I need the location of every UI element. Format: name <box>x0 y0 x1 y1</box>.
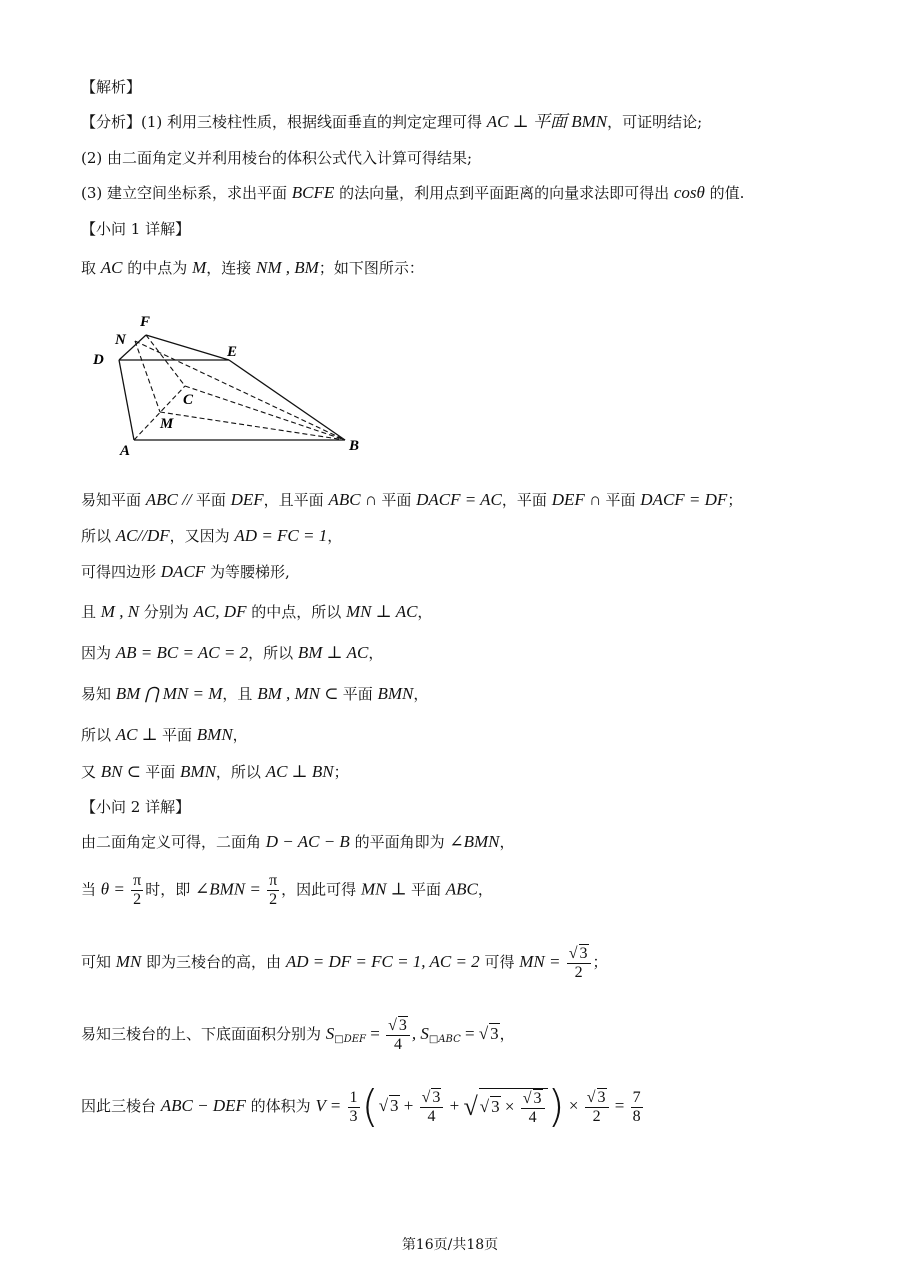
subquestion-1-heading: 【小问 1 详解】 <box>81 220 191 238</box>
solution-2-line-1: 由二面角定义可得，二面角 D − AC − B 的平面角即为 ∠BMN， <box>81 832 515 851</box>
label-F: F <box>140 314 151 330</box>
solution-2-line-4: 易知三棱台的上、下底面面积分别为 $S_{□DEF}$ = $\frac{√ 3}{4}$ , $S_{□ABC}$ = √ 3， <box>81 1017 515 1053</box>
solution-1-line-7: 易知 BM ⋂ MN = M，且 BM , MN ⊂ 平面 BMN， <box>81 684 429 703</box>
fraction-sqrt3-over-4-b: $\frac{√ 3}{4}$ <box>420 1088 444 1126</box>
page-footer: 第16页/共18页 <box>401 1237 499 1253</box>
solution-1-line-9: 又 BN ⊂ 平面 BMN，所以 AC ⊥ BN； <box>81 762 349 781</box>
edge-FE <box>146 335 229 360</box>
frustum-figure <box>90 308 370 463</box>
label-M: M <box>160 416 174 432</box>
edge-EB <box>229 360 345 440</box>
label-A: A <box>120 443 131 459</box>
section-analysis-heading: 【解析】 <box>81 78 142 96</box>
label-D: D <box>93 352 104 368</box>
solution-1-line-5: 且 M , N 分别为 AC, DF 的中点，所以 MN ⊥ AC， <box>81 602 433 621</box>
solution-2-line-5: 因此三棱台 ABC − DEF 的体积为 V = $\frac{1}{3}$ (√ 3 + $\frac{√ 3}{4}$ + √ √ 3 × $\frac{√ 3}{4}$ ) × $\frac{√ 3}{2}$ = $\frac{7}{8}$ <box>81 1081 641 1132</box>
fraction-7-over-8: $\frac{7}{8}$ <box>632 1088 641 1125</box>
fraction-pi-over-2: $\frac{\pi}{2}$ <box>133 872 142 908</box>
solution-1-line-1: 取 AC 的中点为 M，连接 NM , BM；如下图所示： <box>81 258 424 277</box>
solution-1-line-8: 所以 AC ⊥ 平面 BMN， <box>81 725 248 744</box>
fraction-sqrt3-over-2-b: $\frac{√ 3}{2}$ <box>585 1088 609 1126</box>
analysis-line-1: 【分析】(1) 利用三棱柱性质，根据线面垂直的判定定理可得 AC ⊥ 平面 BMN，可证明结论; <box>81 112 703 131</box>
fraction-sqrt3-over-4: $\frac{√ 3}{4}$ <box>386 1016 410 1054</box>
solution-2-line-2: 当 θ = $\frac{\pi}{2}$ 时，即 ∠BMN = $\frac{\pi}{2}$ ，因此可得 MN ⊥ 平面 ABC， <box>81 872 493 908</box>
analysis-line-3: (3) 建立空间坐标系，求出平面 BCFE 的法向量，利用点到平面距离的向量求法即可得出 cosθ 的值. <box>81 183 745 202</box>
edge-DA <box>119 360 134 440</box>
label-C: C <box>183 392 194 408</box>
edge-MB <box>160 412 345 440</box>
subquestion-2-heading: 【小问 2 详解】 <box>81 798 191 816</box>
label-B: B <box>349 438 360 454</box>
fraction-sqrt3-over-4-c: $\frac{√ 3}{4}$ <box>521 1089 545 1127</box>
fraction-1-over-3: $\frac{1}{3}$ <box>349 1088 358 1125</box>
edge-CB <box>185 386 345 440</box>
solution-2-line-3: 可知 MN 即为三棱台的高，由 AD = DF = FC = 1, AC = 2 可得 MN = $\frac{√ 3}{2}$ ； <box>81 945 608 981</box>
analysis-line-2: (2) 由二面角定义并利用棱台的体积公式代入计算可得结果; <box>81 149 473 167</box>
solution-1-line-6: 因为 AB = BC = AC = 2，所以 BM ⊥ AC， <box>81 643 384 662</box>
label-E: E <box>227 344 238 360</box>
solution-1-line-3: 所以 AC//DF，又因为 AD = FC = 1， <box>81 526 343 545</box>
fraction-sqrt3-over-2: $\frac{√ 3}{2}$ <box>567 944 591 982</box>
edge-NM <box>135 341 160 412</box>
fraction-pi-over-2-b: $\frac{\pi}{2}$ <box>269 872 278 908</box>
solution-1-line-2: 易知平面 ABC // 平面 DEF，且平面 ABC ∩ 平面 DACF = AC，平面 DEF ∩ 平面 DACF = DF； <box>81 490 743 509</box>
solution-1-line-4: 可得四边形 DACF 为等腰梯形, <box>81 562 290 581</box>
label-N: N <box>115 332 126 348</box>
